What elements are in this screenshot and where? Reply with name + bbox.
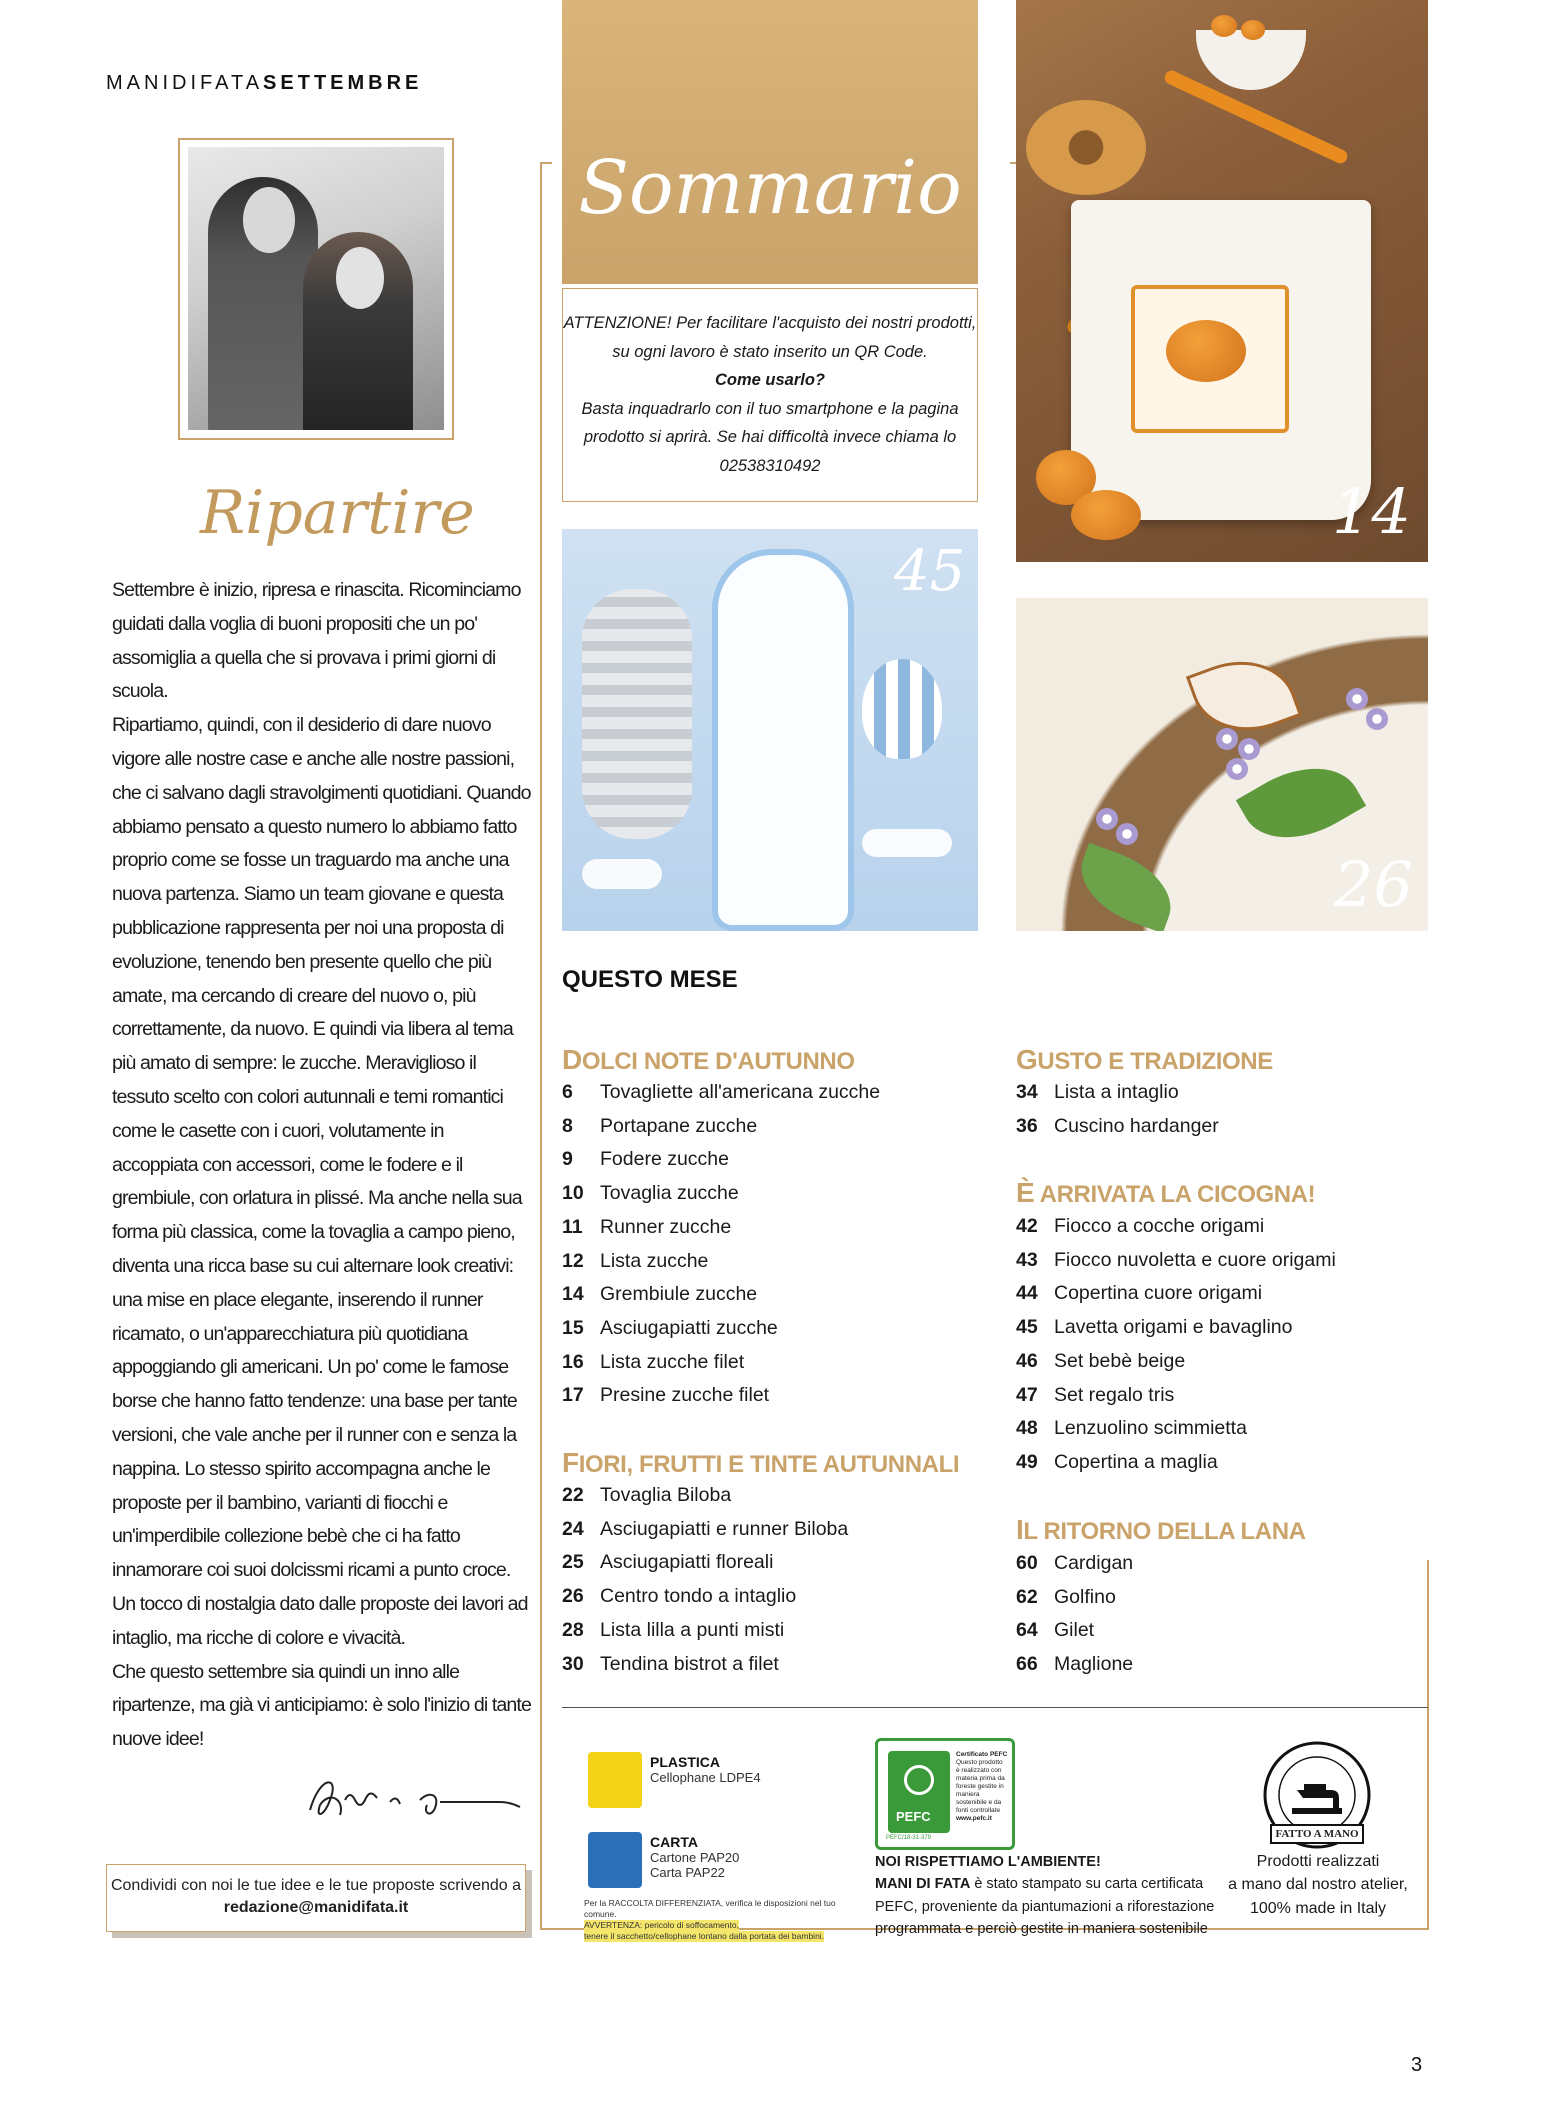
pefc-logo-text: PEFC bbox=[896, 1809, 931, 1824]
apron-photo[interactable] bbox=[1016, 0, 1428, 562]
list-item[interactable]: 12 Lista zucche bbox=[562, 1249, 709, 1272]
share-email-link[interactable]: redazione@manidifata.it bbox=[223, 1899, 409, 1916]
category-initial: I bbox=[1016, 1514, 1024, 1545]
sommario-header bbox=[562, 0, 978, 284]
category-rest: OLCI NOTE D'AUTUNNO bbox=[581, 1048, 855, 1075]
pefc-cert-text: Questo prodotto è realizzato con materia prima da foreste gestite in maniera sostenibile e da fonti controllate bbox=[956, 1759, 1005, 1814]
list-item[interactable]: 34 Lista a intaglio bbox=[1016, 1081, 1179, 1103]
cloud-shape bbox=[862, 829, 952, 857]
list-item[interactable]: 62 Golfino bbox=[1016, 1585, 1116, 1608]
carta-sub-2: Carta PAP22 bbox=[650, 1865, 725, 1880]
list-cicogna bbox=[1016, 1210, 1416, 1480]
fatto-a-mano-ribbon: FATTO A MANO bbox=[1270, 1824, 1364, 1844]
recycling-info bbox=[580, 1740, 840, 1941]
list-item[interactable]: 8 Portapane zucche bbox=[562, 1114, 758, 1137]
pefc-text bbox=[956, 1751, 1008, 1823]
category-rest: ARRIVATA LA CICOGNA! bbox=[1034, 1181, 1316, 1208]
recycling-note-1: Per la RACCOLTA DIFFERENZIATA, verifica le disposizioni nel tuo comune. bbox=[584, 1898, 836, 1919]
pumpkin-embroidery bbox=[1166, 320, 1246, 382]
bib-image bbox=[712, 549, 854, 931]
pefc-tree-icon bbox=[888, 1751, 950, 1833]
balloon-toy bbox=[862, 659, 942, 759]
list-item[interactable]: 24 Asciugapiatti e runner Biloba bbox=[562, 1517, 849, 1540]
category-lana bbox=[1016, 1514, 1306, 1546]
category-initial: F bbox=[562, 1447, 579, 1478]
editors-photo bbox=[188, 147, 444, 430]
qr-notice bbox=[562, 288, 978, 502]
category-initial: D bbox=[562, 1044, 582, 1075]
list-item[interactable]: 66 Maglione bbox=[1016, 1653, 1134, 1676]
questo-mese-heading: QUESTO MESE bbox=[562, 966, 738, 993]
masthead-month: SETTEMBRE bbox=[263, 72, 423, 94]
list-item[interactable]: 60 Cardigan bbox=[1016, 1552, 1134, 1574]
carta-label: CARTA bbox=[650, 1834, 698, 1850]
editor-face-right bbox=[336, 247, 384, 309]
list-item[interactable]: 42 Fiocco a cocche origami bbox=[1016, 1215, 1265, 1237]
environment-title: NOI RISPETTIAMO L'AMBIENTE! bbox=[875, 1854, 1101, 1870]
masthead bbox=[106, 72, 422, 95]
masthead-brand: MANIDIFATA bbox=[106, 72, 264, 94]
editor-face-left bbox=[243, 187, 295, 253]
category-rest: USTO E TRADIZIONE bbox=[1037, 1048, 1273, 1075]
pefc-code: PEFC/18-31-379 bbox=[886, 1835, 932, 1841]
fatto-a-mano-text bbox=[1220, 1850, 1416, 1920]
lace-photo[interactable] bbox=[1016, 598, 1428, 931]
list-item[interactable]: 64 Gilet bbox=[1016, 1619, 1095, 1642]
list-item[interactable]: 46 Set bebè beige bbox=[1016, 1349, 1186, 1372]
plastic-bin-icon bbox=[588, 1752, 642, 1808]
category-fiori-frutti bbox=[562, 1447, 959, 1479]
baby-page-number: 45 bbox=[894, 539, 966, 604]
environment-brand: MANI DI FATA bbox=[875, 1876, 971, 1893]
category-dolci-note bbox=[562, 1044, 855, 1076]
editorial-paragraph-1: Settembre è inizio, ripresa e rinascita. Ricominciamo guidati dalla voglia di buoni propositi che un po' assomiglia a quella che si provava i primi giorni di scuola. bbox=[112, 579, 521, 703]
qr-notice-instructions: Basta inquadrarlo con il tuo smartphone e la pagina prodotto si aprirà. Se hai difficoltà invece chiama lo 02538310492 bbox=[581, 399, 959, 475]
recycling-note-3: tenere il sacchetto/cellophane lontano dalla portata dei bambini. bbox=[584, 1931, 825, 1941]
list-item[interactable]: 11 Runner zucche bbox=[562, 1215, 732, 1238]
category-rest: IORI, FRUTTI E TINTE AUTUNNALI bbox=[578, 1451, 960, 1478]
list-item[interactable]: 30 Tendina bistrot a filet bbox=[562, 1652, 779, 1675]
pumpkin-image bbox=[1241, 20, 1265, 40]
signature-drawing bbox=[300, 1770, 530, 1830]
bunny-toy bbox=[582, 589, 692, 839]
share-box bbox=[106, 1864, 526, 1932]
grape-embroidery bbox=[1096, 808, 1118, 830]
category-gusto-tradizione bbox=[1016, 1044, 1273, 1076]
frame-line-right bbox=[1427, 1560, 1429, 1930]
frame-line-left bbox=[540, 162, 542, 1930]
list-item[interactable]: 36 Cuscino hardanger bbox=[1016, 1114, 1219, 1137]
grape-embroidery bbox=[1226, 758, 1248, 780]
pumpkin-image bbox=[1071, 490, 1141, 540]
grape-embroidery bbox=[1216, 728, 1238, 750]
list-item[interactable]: 43 Fiocco nuvoletta e cuore origami bbox=[1016, 1248, 1336, 1271]
list-item[interactable]: 9 Fodere zucche bbox=[562, 1148, 729, 1171]
category-initial: G bbox=[1016, 1044, 1038, 1075]
list-gusto-tradizione bbox=[1016, 1076, 1416, 1143]
pumpkin-image bbox=[1211, 15, 1237, 37]
editorial-title: Ripartire bbox=[200, 478, 475, 548]
list-item[interactable]: 26 Centro tondo a intaglio bbox=[562, 1585, 797, 1608]
list-item[interactable]: 15 Asciugapiatti zucche bbox=[562, 1316, 778, 1339]
list-item[interactable]: 25 Asciugapiatti floreali bbox=[562, 1551, 774, 1574]
pefc-tree-circle bbox=[904, 1765, 934, 1795]
grape-embroidery bbox=[1238, 738, 1260, 760]
lace-page-number: 26 bbox=[1334, 848, 1413, 921]
qr-notice-text: ATTENZIONE! Per facilitare l'acquisto dei nostri prodotti, su ogni lavoro è stato inserito un QR Code. bbox=[563, 314, 977, 361]
fatto-a-mano-badge bbox=[1262, 1740, 1372, 1850]
fatto-text-3: 100% made in Italy bbox=[1249, 1899, 1387, 1917]
cloud-shape bbox=[582, 859, 662, 889]
page-number: 3 bbox=[1411, 2054, 1423, 2076]
list-item[interactable]: 10 Tovaglia zucche bbox=[562, 1182, 739, 1205]
list-item[interactable]: 45 Lavetta origami e bavaglino bbox=[1016, 1316, 1293, 1339]
signature bbox=[300, 1770, 530, 1830]
list-item[interactable]: 47 Set regalo tris bbox=[1016, 1383, 1175, 1406]
footer-separator bbox=[562, 1707, 1428, 1708]
share-text: Condividi con noi le tue idee e le tue proposte scrivendo a bbox=[110, 1877, 522, 1894]
carta-sub-1: Cartone PAP20 bbox=[650, 1850, 740, 1865]
list-item[interactable]: 44 Copertina cuore origami bbox=[1016, 1282, 1263, 1305]
editorial-paragraph-2: Ripartiamo, quindi, con il desiderio di dare nuovo vigore alle nostre case e anche alle nostre passioni, che ci salvano dagli stravolgimenti quotidiani. Quando abbiamo pensato a questo numero lo abbiamo fatto proprio come se fosse un traguardo ma anche una nuova partenza. Siamo un team giovane e questa pubblicazione rappresenta per noi una proposta di evoluzione, tenendo ben presente quello che più amate, ma cercando di creare del nuovo o, più correttamente, da nuovo. E quindi via libera al tema più amato di sempre: le zucche. Meraviglioso il tessuto scelto con colori autunnali e temi romantici come le casette con i cuori, volutamente in accoppiata con accessori, come le fodere e il grembiule, con orlatura in plissé. Ma anche nella sua forma più classica, come la tovaglia a campo pieno, diventa una ricca base su cui alternare look creativi: una mise en place elegante, inserendo il runner ricamato, o un'apparecchiatura più quotidiana appoggiando gli americani. Un po' come le famose borse che hanno fatto tendenze: una base per tante versioni, che vale anche per il runner con e senza la nappina. Lo stesso spirito accompagna anche le proposte per il bambino, varianti di fiocchi e un'imperdibile collezione bebè che ci ha fatto innamorare coi suoi dolcissmi ricami a punto croce. Un tocco di nostalgia dato dalle proposte dei lavori ad intaglio, ma ricche di colore e vivacità. bbox=[112, 714, 531, 1649]
grape-embroidery bbox=[1116, 823, 1138, 845]
category-rest: L RITORNO DELLA LANA bbox=[1023, 1518, 1306, 1545]
fatto-text-2: a mano dal nostro atelier, bbox=[1228, 1876, 1408, 1894]
recycling-note bbox=[584, 1898, 844, 1942]
pefc-url: www.pefc.it bbox=[956, 1815, 992, 1822]
pefc-certificate bbox=[875, 1738, 1015, 1850]
category-initial: È bbox=[1016, 1177, 1035, 1208]
editorial-text bbox=[112, 574, 532, 1757]
list-item[interactable]: 17 Presine zucche filet bbox=[562, 1384, 770, 1407]
apron-page-number: 14 bbox=[1332, 475, 1411, 548]
baby-photo[interactable] bbox=[562, 529, 978, 931]
grape-embroidery bbox=[1346, 688, 1368, 710]
list-item[interactable]: 22 Tovaglia Biloba bbox=[562, 1484, 732, 1506]
list-item[interactable]: 14 Grembiule zucche bbox=[562, 1283, 758, 1306]
sommario-title: Sommario bbox=[578, 145, 962, 231]
paper-bin-icon bbox=[588, 1832, 642, 1888]
editorial-paragraph-3: Che questo settembre sia quindi un inno alle ripartenze, ma già vi anticipiamo: è solo l'inizio di tante nuove idee! bbox=[112, 1660, 531, 1751]
cake-image bbox=[1026, 100, 1146, 195]
list-item[interactable]: 6 Tovagliette all'americana zucche bbox=[562, 1081, 881, 1103]
recycling-note-2: AVVERTENZA: pericolo di soffocamento, bbox=[584, 1920, 739, 1930]
list-dolci-note bbox=[562, 1076, 922, 1413]
plastica-sub: Cellophane LDPE4 bbox=[650, 1770, 761, 1785]
list-item[interactable]: 48 Lenzuolino scimmietta bbox=[1016, 1417, 1247, 1440]
fatto-text-1: Prodotti realizzati bbox=[1256, 1853, 1380, 1870]
category-cicogna bbox=[1016, 1177, 1315, 1209]
list-item[interactable]: 28 Lista lilla a punti misti bbox=[562, 1618, 785, 1641]
environment-notice bbox=[875, 1851, 1215, 1941]
list-item[interactable]: 49 Copertina a maglia bbox=[1016, 1450, 1218, 1473]
list-item[interactable]: 16 Lista zucche filet bbox=[562, 1350, 745, 1373]
list-lana bbox=[1016, 1547, 1416, 1682]
grape-embroidery bbox=[1366, 708, 1388, 730]
pefc-cert-title: Certificato PEFC bbox=[956, 1751, 1008, 1758]
list-fiori-frutti bbox=[562, 1479, 922, 1681]
environment-text: è stato stampato su carta certificata PEFC, proveniente da piantumazioni a riforestazione programmata e perciò gestite in maniera sostenibile bbox=[875, 1876, 1215, 1938]
qr-notice-question: Come usarlo? bbox=[714, 371, 826, 389]
plastica-label: PLASTICA bbox=[650, 1754, 720, 1770]
